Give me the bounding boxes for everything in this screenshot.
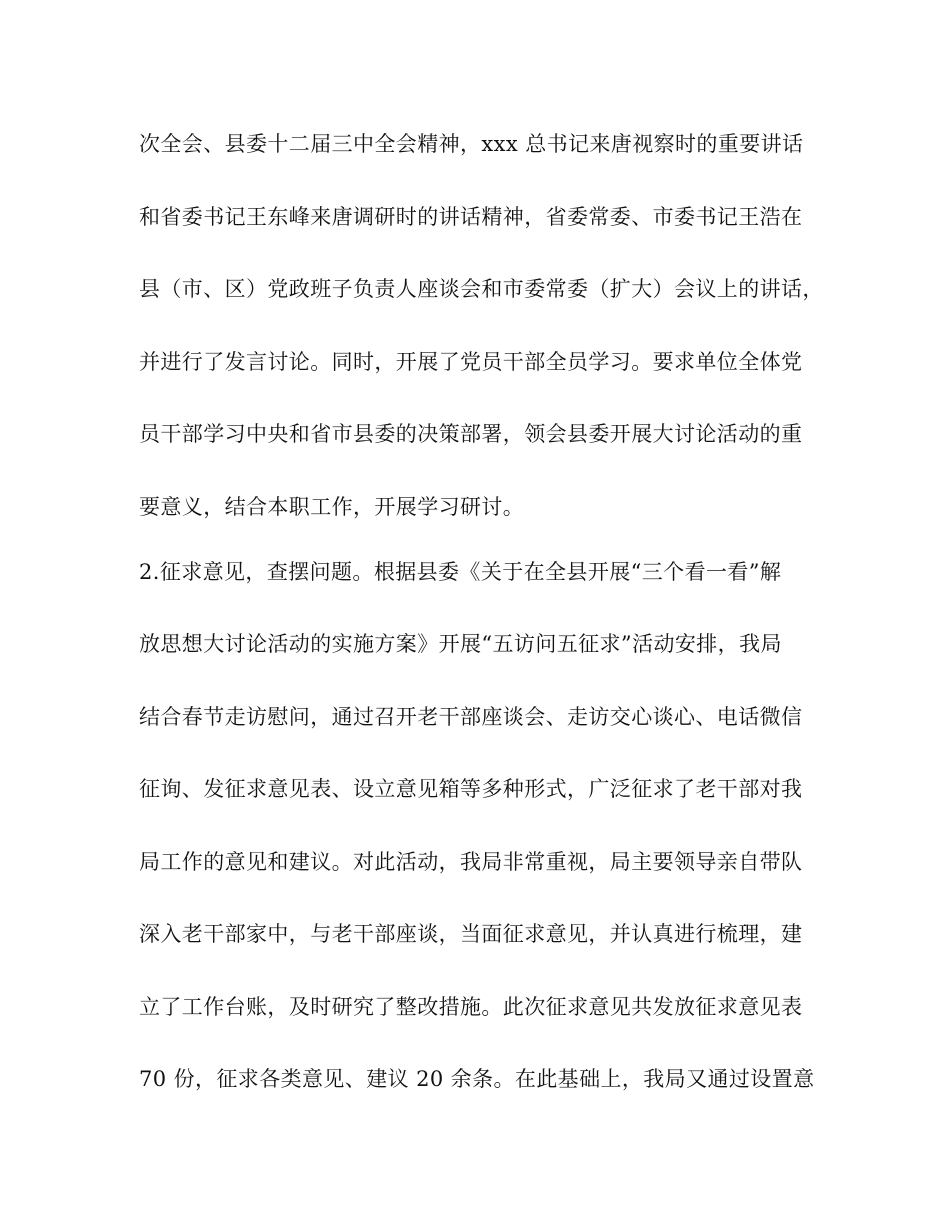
paragraph-line: 结合春节走访慰问，通过召开老干部座谈会、走访交心谈心、电话微信 [139, 705, 803, 729]
paragraph-line: 员干部学习中央和省市县委的决策部署，领会县委开展大讨论活动的重 [139, 422, 803, 446]
paragraph-line: 次全会、县委十二届三中全会精神，xxx 总书记来唐视察时的重要讲话 [139, 132, 804, 156]
paragraph-line: 并进行了发言讨论。同时，开展了党员干部全员学习。要求单位全体党 [139, 350, 803, 374]
paragraph-line: 70 份，征求各类意见、建议 20 余条。在此基础上，我局又通过设置意 [139, 1067, 815, 1091]
paragraph-line: 立了工作台账，及时研究了整改措施。此次征求意见共发放征求意见表 [139, 995, 803, 1019]
paragraph-line: 2.征求意见，查摆问题。根据县委《关于在全县开展“三个看一看”解 [139, 560, 782, 584]
paragraph-line: 深入老干部家中，与老干部座谈，当面征求意见，并认真进行梳理，建 [139, 922, 803, 946]
paragraph-line: 征询、发征求意见表、设立意见箱等多种形式，广泛征求了老干部对我 [139, 777, 803, 801]
paragraph-line: 县（市、区）党政班子负责人座谈会和市委常委（扩大）会议上的讲话， [139, 277, 824, 301]
paragraph-line: 放思想大讨论活动的实施方案》开展“五访问五征求”活动安排，我局 [139, 632, 782, 656]
paragraph-line: 和省委书记王东峰来唐调研时的讲话精神，省委常委、市委书记王浩在 [139, 205, 803, 229]
paragraph-line: 要意义，结合本职工作，开展学习研讨。 [139, 495, 525, 519]
paragraph-line: 局工作的意见和建议。对此活动，我局非常重视，局主要领导亲自带队 [139, 850, 803, 874]
